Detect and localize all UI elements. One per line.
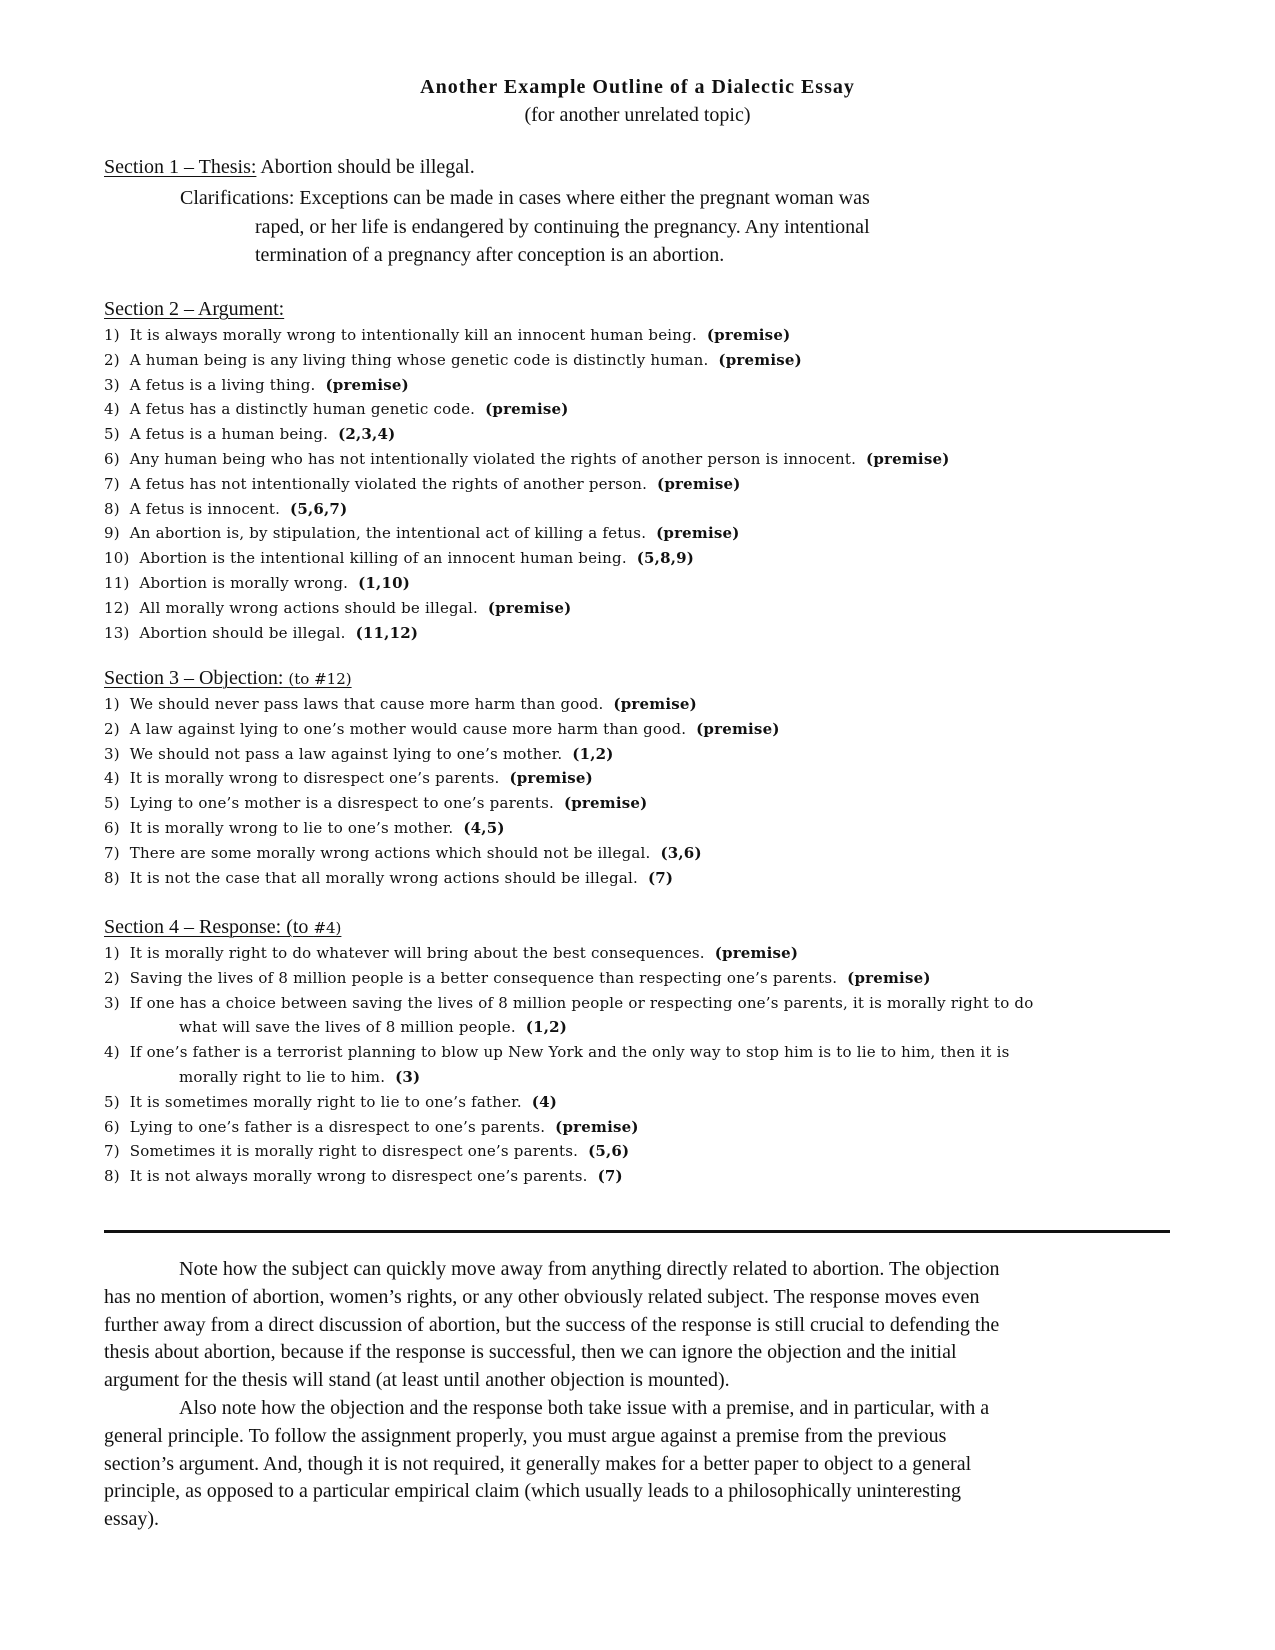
list-item: 9) An abortion is, by stipulation, the intentional act of killing a fetus. (premise) xyxy=(104,524,740,543)
list-item: 6) Lying to one’s father is a disrespect to one’s parents. (premise) xyxy=(104,1117,639,1136)
list-item: 6) It is morally wrong to lie to one’s mother. (4,5) xyxy=(104,818,505,837)
list-item: 11) Abortion is morally wrong. (1,10) xyxy=(104,573,411,592)
list-item: 7) There are some morally wrong actions which should not be illegal. (3,6) xyxy=(104,843,702,862)
list-item: 5) Lying to one’s mother is a disrespect to one’s parents. (premise) xyxy=(104,794,648,813)
note-paragraph-2: Also note how the objection and the response both take issue with a premise, and in particular, with a general principle. To follow the assignment properly, you must argue against a premise from the previous section’s argument. And, though it is not required, it generally makes for a better paper to object to a general principle, as opposed to a particular empirical claim (which usually leads to a philosophically uninteresting essay). xyxy=(104,1396,990,1531)
section4-heading xyxy=(104,916,341,939)
section4-list xyxy=(104,941,1184,1189)
clarification-line-2: raped, or her life is endangered by continuing the pregnancy. Any intentional xyxy=(255,215,870,238)
section4-label: Section 4 – Response: (to #4) xyxy=(104,916,342,938)
list-item: 13) Abortion should be illegal. (11,12) xyxy=(104,623,419,642)
list-item: 2) A human being is any living thing whose genetic code is distinctly human. (premise) xyxy=(104,350,802,369)
list-item: 5) It is sometimes morally right to lie to one’s father. (4) xyxy=(104,1092,557,1111)
section1-heading xyxy=(104,156,475,179)
list-item: 8) It is not always morally wrong to disrespect one’s parents. (7) xyxy=(104,1167,623,1186)
list-item: 1) It is morally right to do whatever will bring about the best consequences. (premise) xyxy=(104,944,799,962)
section2-list xyxy=(104,323,1184,645)
note-paragraph-1: Note how the subject can quickly move away from anything directly related to abortion. The objection has no mention of abortion, women’s rights, or any other obviously related subject. The response moves even further away from a direct discussion of abortion, but the success of the response is still crucial to defending the thesis about abortion, because if the response is successful, then we can ignore the objection and the initial argument for the thesis will stand (at least until another objection is mounted). xyxy=(104,1258,1000,1392)
list-item: 12) All morally wrong actions should be illegal. (premise) xyxy=(104,598,572,617)
list-item: 3) If one has a choice between saving the lives of 8 million people or respecting one’s parents, it is morally right to do what will save the lives of 8 million people. (1,2) xyxy=(104,993,1034,1037)
section1-label: Section 1 – Thesis: xyxy=(104,156,257,178)
clarification-line-3: termination of a pregnancy after conception is an abortion. xyxy=(255,244,725,266)
list-item: 8) It is not the case that all morally wrong actions should be illegal. (7) xyxy=(104,868,674,887)
section3-list xyxy=(104,692,1184,890)
list-item: 5) A fetus is a human being. (2,3,4) xyxy=(104,425,396,444)
list-item: 4) A fetus has a distinctly human genetic code. (premise) xyxy=(104,400,569,419)
section1-clarifications xyxy=(180,184,980,270)
list-item: 4) If one’s father is a terrorist planning to blow up New York and the only way to stop him is to lie to him, then it is morally right to lie to him. (3) xyxy=(104,1043,1010,1086)
list-item: 1) We should never pass laws that cause more harm than good. (premise) xyxy=(104,695,697,713)
clarification-line-1 xyxy=(180,184,980,213)
list-item: 7) A fetus has not intentionally violated the rights of another person. (premise) xyxy=(104,474,741,493)
list-item: 7) Sometimes it is morally right to disrespect one’s parents. (5,6) xyxy=(104,1142,630,1161)
section2-label: Section 2 – Argument: xyxy=(104,298,285,320)
clarifications-label: Clarifications: xyxy=(180,187,295,209)
list-item: 2) A law against lying to one’s mother would cause more harm than good. (premise) xyxy=(104,719,780,738)
closing-notes xyxy=(104,1256,1004,1534)
section2-heading xyxy=(104,298,284,321)
page-subtitle: (for another unrelated topic) xyxy=(524,104,751,126)
clarification-text-1: Exceptions can be made in cases where either the pregnant woman was xyxy=(299,187,870,209)
section3-label: Section 3 – Objection: (to #12) xyxy=(104,667,352,689)
section1-thesis: Abortion should be illegal. xyxy=(260,156,475,178)
list-item: 3) We should not pass a law against lying to one’s mother. (1,2) xyxy=(104,744,614,763)
list-item: 3) A fetus is a living thing. (premise) xyxy=(104,375,409,394)
list-item: 10) Abortion is the intentional killing of an innocent human being. (5,8,9) xyxy=(104,549,695,568)
section3-heading xyxy=(104,667,352,690)
list-item: 8) A fetus is innocent. (5,6,7) xyxy=(104,499,348,518)
page-title: Another Example Outline of a Dialectic Essay xyxy=(420,76,855,98)
horizontal-divider xyxy=(104,1230,1170,1233)
list-item: 4) It is morally wrong to disrespect one’s parents. (premise) xyxy=(104,769,593,788)
list-item: 6) Any human being who has not intentionally violated the rights of another person is innocent. (premise) xyxy=(104,449,950,468)
list-item: 1) It is always morally wrong to intentionally kill an innocent human being. (premise) xyxy=(104,326,791,344)
list-item: 2) Saving the lives of 8 million people is a better consequence than respecting one’s parents. (premise) xyxy=(104,968,931,987)
